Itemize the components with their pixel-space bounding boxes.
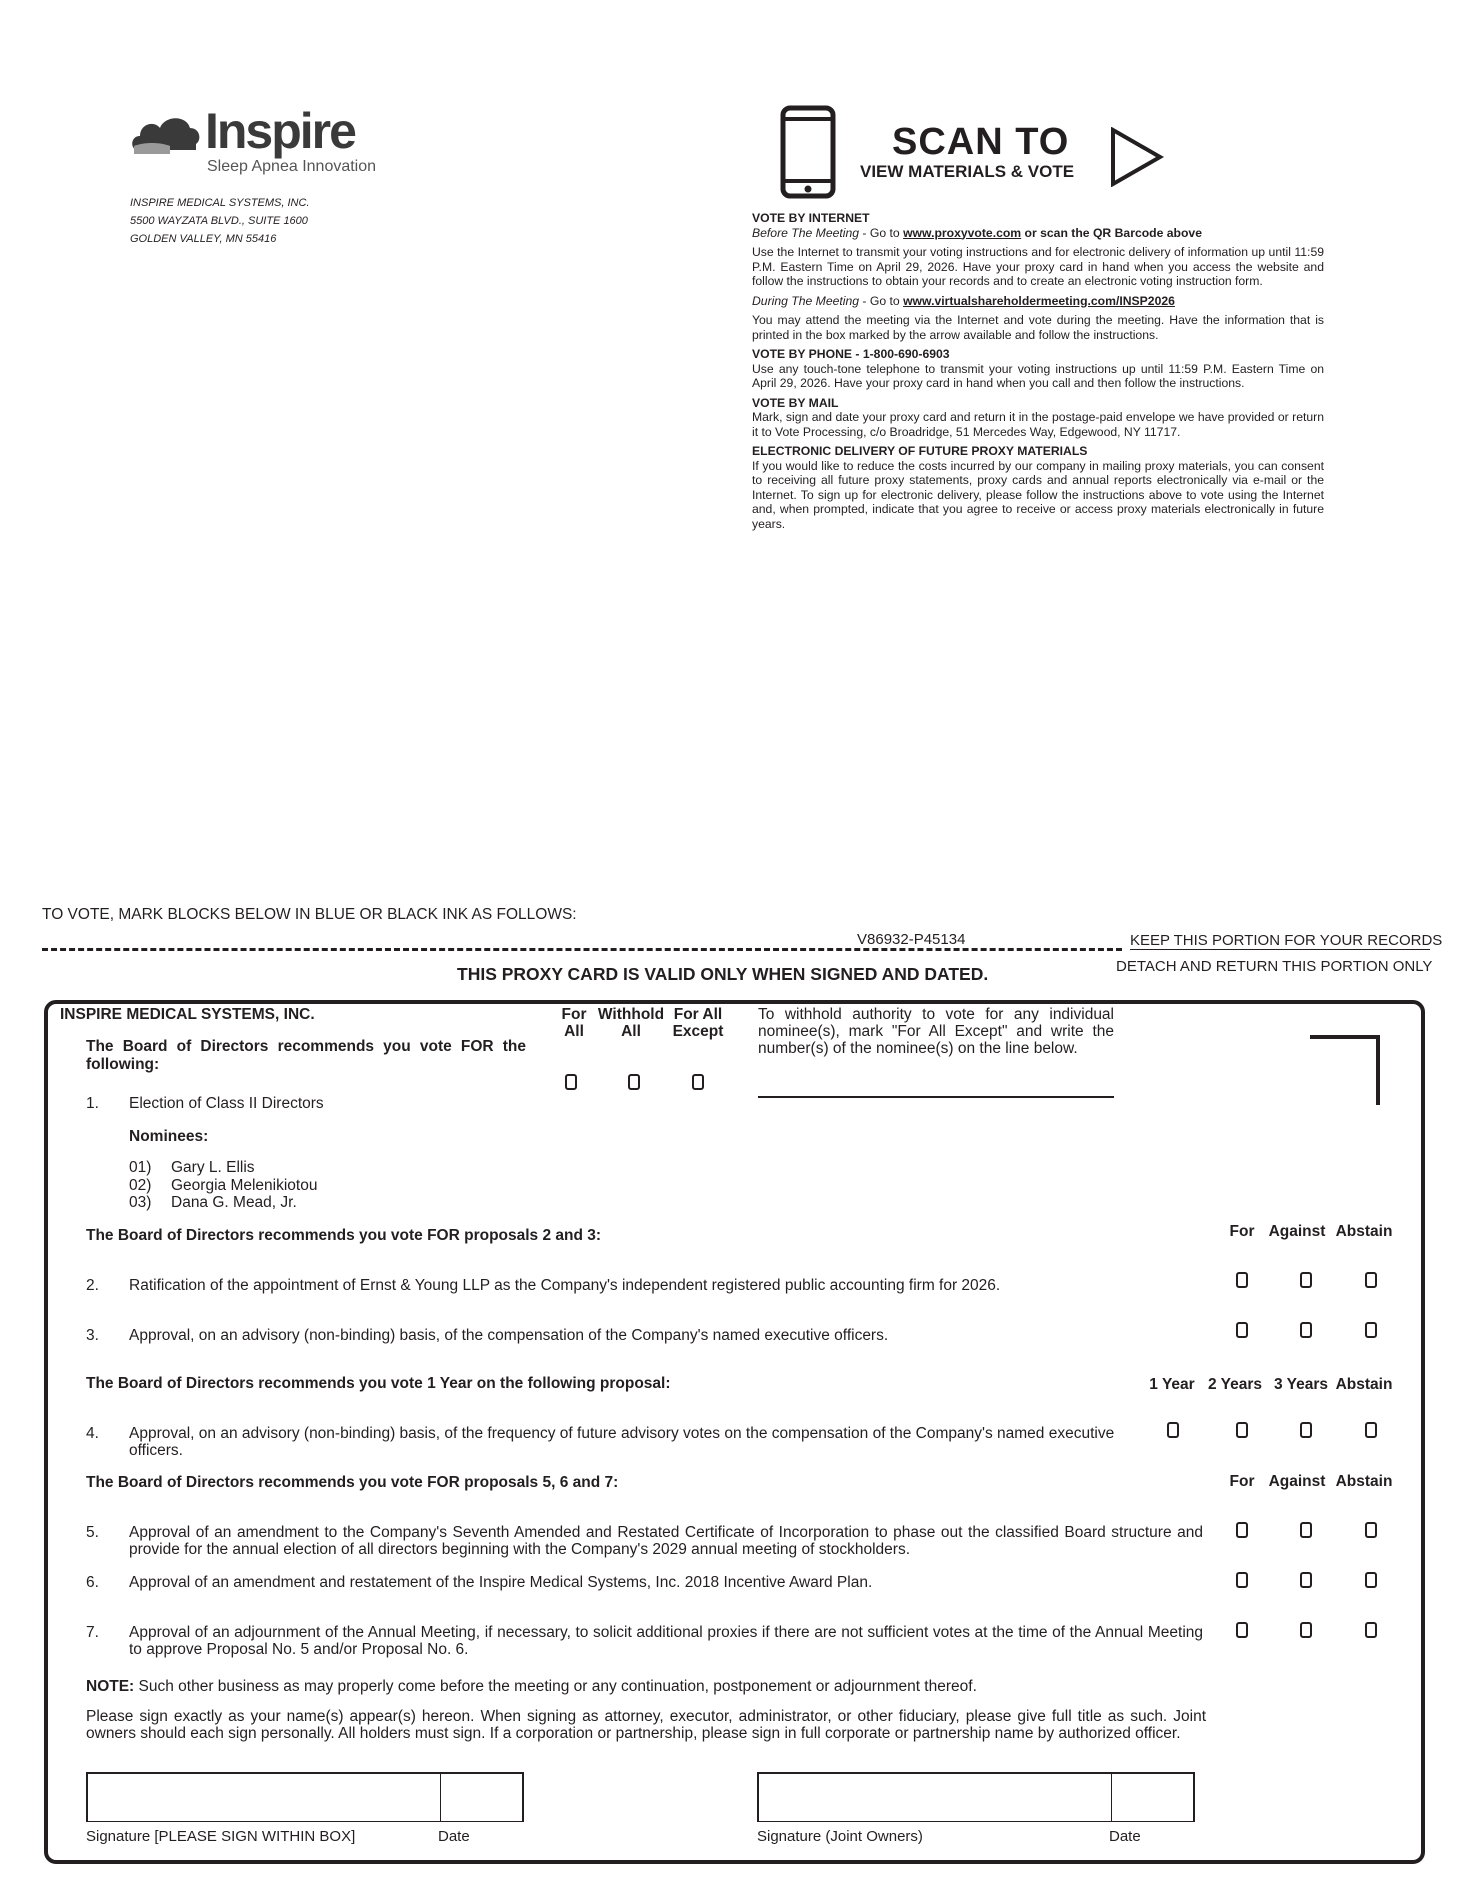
- smartphone-icon: [780, 105, 836, 199]
- col-against: Against: [1268, 1223, 1326, 1240]
- item4-text: Approval, on an advisory (non-binding) basis, of the frequency of future advisory votes on the compensation of the Company's named executive officers.: [129, 1425, 1115, 1459]
- item-number: 2.: [86, 1277, 99, 1294]
- col-abstain: Abstain: [1335, 1376, 1393, 1393]
- proxyvote-link[interactable]: www.proxyvote.com: [903, 225, 1022, 240]
- col-abstain: Abstain: [1335, 1223, 1393, 1240]
- checkbox-item5-against[interactable]: [1300, 1522, 1312, 1538]
- virtual-meeting-link[interactable]: www.virtualshareholdermeeting.com/INSP2026: [903, 293, 1175, 308]
- note: [86, 1678, 977, 1696]
- brand-name: Inspire: [205, 103, 355, 159]
- date-divider: [440, 1774, 441, 1821]
- internet-before-line: [752, 226, 1324, 241]
- checkbox-item6-abstain[interactable]: [1365, 1572, 1377, 1588]
- internet-heading: VOTE BY INTERNET: [752, 211, 870, 225]
- valid-notice: THIS PROXY CARD IS VALID ONLY WHEN SIGNED AND DATED.: [457, 964, 989, 984]
- date-divider: [1111, 1774, 1112, 1821]
- item5-text: Approval of an amendment to the Company's Seventh Amended and Restated Certificate of Incorporation to phase out the classified Board structure and provide for the annual election of all directors beginning with the Company's 2029 annual meeting of stockholders.: [129, 1524, 1203, 1558]
- checkbox-for-all-except[interactable]: [692, 1074, 704, 1090]
- logo-cloud-icon: [130, 106, 202, 156]
- checkbox-item6-for[interactable]: [1236, 1572, 1248, 1588]
- nominee-item: [129, 1177, 317, 1195]
- signature-label: Signature [PLEASE SIGN WITHIN BOX]: [86, 1828, 356, 1845]
- checkbox-item6-against[interactable]: [1300, 1572, 1312, 1588]
- checkbox-item2-abstain[interactable]: [1365, 1272, 1377, 1288]
- edelivery-body: If you would like to reduce the costs incurred by our company in mailing proxy materials, you can consent to receiving all future proxy statements, proxy cards and annual reports electronically via e-mail or the Internet. To sign up for electronic delivery, please follow the instructions above to vote using the Internet and, when prompted, indicate that you agree to receive or access proxy materials electronically in future years.: [752, 458, 1324, 531]
- voting-instructions: [752, 211, 1324, 531]
- board-rec-5-7: The Board of Directors recommends you vote FOR proposals 5, 6 and 7:: [86, 1474, 619, 1491]
- withhold-note: To withhold authority to vote for any individual nominee(s), mark "For All Except" and write the number(s) of the nominee(s) on the line below.: [758, 1006, 1114, 1057]
- edelivery-heading: ELECTRONIC DELIVERY OF FUTURE PROXY MATERIALS: [752, 444, 1088, 458]
- checkbox-item4-1-year[interactable]: [1167, 1422, 1179, 1438]
- nominee-name: Dana G. Mead, Jr.: [171, 1194, 297, 1211]
- inspire-logo: [130, 100, 390, 180]
- signature-box[interactable]: [86, 1772, 524, 1822]
- col-1-year: 1 Year: [1149, 1376, 1195, 1393]
- goto-text: - Go to: [859, 293, 904, 308]
- item-number: 5.: [86, 1524, 99, 1541]
- mail-heading: VOTE BY MAIL: [752, 395, 839, 410]
- checkbox-item2-for[interactable]: [1236, 1272, 1248, 1288]
- nominee-list: [129, 1159, 317, 1212]
- col-for: For: [1229, 1473, 1255, 1490]
- mark-instruction: TO VOTE, MARK BLOCKS BELOW IN BLUE OR BLACK INK AS FOLLOWS:: [42, 906, 577, 923]
- checkbox-item4-abstain[interactable]: [1365, 1422, 1377, 1438]
- scan-title: SCAN TO: [892, 121, 1070, 163]
- address-line: INSPIRE MEDICAL SYSTEMS, INC.: [130, 197, 310, 209]
- phone-body: Use any touch-tone telephone to transmit your voting instructions up until 11:59 P.M. Eastern Time on April 29, 2026. Have your proxy card in hand when you call and then follow the instructions.: [752, 361, 1324, 390]
- checkbox-item2-against[interactable]: [1300, 1272, 1312, 1288]
- detach-line: [42, 948, 1122, 951]
- brand-tagline: Sleep Apnea Innovation: [207, 158, 377, 175]
- phone-heading: VOTE BY PHONE - 1-800-690-6903: [752, 347, 950, 361]
- item-number: 6.: [86, 1574, 99, 1591]
- nominee-item: [129, 1159, 317, 1177]
- col-withhold-all: Withhold All: [597, 1006, 665, 1040]
- address-line: GOLDEN VALLEY, MN 55416: [130, 233, 277, 245]
- date-label: Date: [1109, 1828, 1141, 1845]
- keep-divider: [1130, 949, 1430, 950]
- except-write-line[interactable]: [758, 1096, 1114, 1098]
- item3-text: Approval, on an advisory (non-binding) basis, of the compensation of the Company's named executive officers.: [129, 1327, 889, 1344]
- checkbox-item5-for[interactable]: [1236, 1522, 1248, 1538]
- col-for: For: [1229, 1223, 1255, 1240]
- board-rec-1: The Board of Directors recommends you vote FOR the following:: [86, 1038, 526, 1073]
- nominee-item: [129, 1194, 317, 1212]
- item-number: 3.: [86, 1327, 99, 1344]
- signature-joint-box[interactable]: [757, 1772, 1195, 1822]
- address-line: 5500 WAYZATA BLVD., SUITE 1600: [130, 215, 308, 227]
- checkbox-for-all[interactable]: [565, 1074, 577, 1090]
- checkbox-item4-2-years[interactable]: [1236, 1422, 1248, 1438]
- signature-joint-label: Signature (Joint Owners): [757, 1828, 923, 1845]
- checkbox-item7-against[interactable]: [1300, 1622, 1312, 1638]
- sign-instructions: Please sign exactly as your name(s) appear(s) hereon. When signing as attorney, executor, administrator, or other fiduciary, please give full title as such. Joint owners should each sign personally. All holders must sign. If a corporation or partnership, please sign in full corporate or partnership name by authorized officer.: [86, 1708, 1206, 1742]
- corner-arrow-mark: [1310, 1035, 1380, 1105]
- col-abstain: Abstain: [1335, 1473, 1393, 1490]
- during-body: You may attend the meeting via the Internet and vote during the meeting. Have the information that is printed in the box marked by the arrow available and follow the instructions.: [752, 313, 1324, 342]
- date-label: Date: [438, 1828, 470, 1845]
- item2-text: Ratification of the appointment of Ernst & Young LLP as the Company's independent registered public accounting firm for 2026.: [129, 1277, 1001, 1294]
- checkbox-item7-for[interactable]: [1236, 1622, 1248, 1638]
- checkbox-withhold-all[interactable]: [628, 1074, 640, 1090]
- card-company: INSPIRE MEDICAL SYSTEMS, INC.: [60, 1006, 315, 1023]
- note-label: NOTE:: [86, 1678, 135, 1695]
- keep-portion-label: KEEP THIS PORTION FOR YOUR RECORDS: [1130, 932, 1443, 949]
- internet-body: Use the Internet to transmit your voting instructions and for electronic delivery of information up until 11:59 P.M. Eastern Time on April 29, 2026. Have your proxy card in hand when you access the website and follow the instructions to obtain your records and to create an electronic voting instruction form.: [752, 245, 1324, 288]
- item1-text: Election of Class II Directors: [129, 1095, 324, 1112]
- board-rec-4: The Board of Directors recommends you vote 1 Year on the following proposal:: [86, 1375, 671, 1392]
- col-2-years: 2 Years: [1207, 1376, 1263, 1393]
- control-number: V86932-P45134: [857, 931, 966, 948]
- mail-body: Mark, sign and date your proxy card and return it in the postage-paid envelope we have provided or return it to Vote Processing, c/o Broadridge, 51 Mercedes Way, Edgewood, NY 11717.: [752, 410, 1324, 439]
- nominee-name: Georgia Melenikiotou: [171, 1176, 318, 1194]
- before-label: Before The Meeting: [752, 225, 860, 240]
- col-for-all-except: For All Except: [672, 1006, 724, 1040]
- checkbox-item4-3-years[interactable]: [1300, 1422, 1312, 1438]
- nominee-num: 03): [129, 1194, 152, 1211]
- checkbox-item3-for[interactable]: [1236, 1322, 1248, 1338]
- nominee-num: 02): [129, 1176, 152, 1194]
- checkbox-item7-abstain[interactable]: [1365, 1622, 1377, 1638]
- qr-suffix: or scan the QR Barcode above: [1021, 225, 1202, 240]
- board-rec-2-3: The Board of Directors recommends you vote FOR proposals 2 and 3:: [86, 1227, 602, 1244]
- nominees-heading: Nominees:: [129, 1128, 209, 1145]
- company-address: [130, 194, 310, 248]
- nominee-name: Gary L. Ellis: [171, 1159, 255, 1176]
- col-for-all: For All: [561, 1006, 587, 1040]
- checkbox-item3-abstain[interactable]: [1365, 1322, 1377, 1338]
- during-line: [752, 294, 1324, 309]
- item-number: 7.: [86, 1624, 99, 1641]
- scan-banner: [780, 105, 1180, 205]
- note-text: Such other business as may properly come before the meeting or any continuation, postponement or adjournment thereof.: [134, 1678, 977, 1695]
- col-against: Against: [1268, 1473, 1326, 1490]
- item7-text: Approval of an adjournment of the Annual Meeting, if necessary, to solicit additional proxies if there are not sufficient votes at the time of the Annual Meeting to approve Proposal No. 5 and/or Proposal No. 6.: [129, 1624, 1203, 1658]
- scan-subtitle: VIEW MATERIALS & VOTE: [860, 162, 1075, 181]
- item-number: 4.: [86, 1425, 99, 1442]
- arrow-right-icon: [1110, 127, 1164, 187]
- goto-text: - Go to: [859, 225, 904, 240]
- checkbox-item3-against[interactable]: [1300, 1322, 1312, 1338]
- col-3-years: 3 Years: [1273, 1376, 1329, 1393]
- item6-text: Approval of an amendment and restatement of the Inspire Medical Systems, Inc. 2018 Incentive Award Plan.: [129, 1574, 873, 1591]
- during-label: During The Meeting: [752, 293, 860, 308]
- nominee-num: 01): [129, 1159, 152, 1176]
- checkbox-item5-abstain[interactable]: [1365, 1522, 1377, 1538]
- detach-portion-label: DETACH AND RETURN THIS PORTION ONLY: [1116, 958, 1433, 975]
- item-number: 1.: [86, 1095, 99, 1112]
